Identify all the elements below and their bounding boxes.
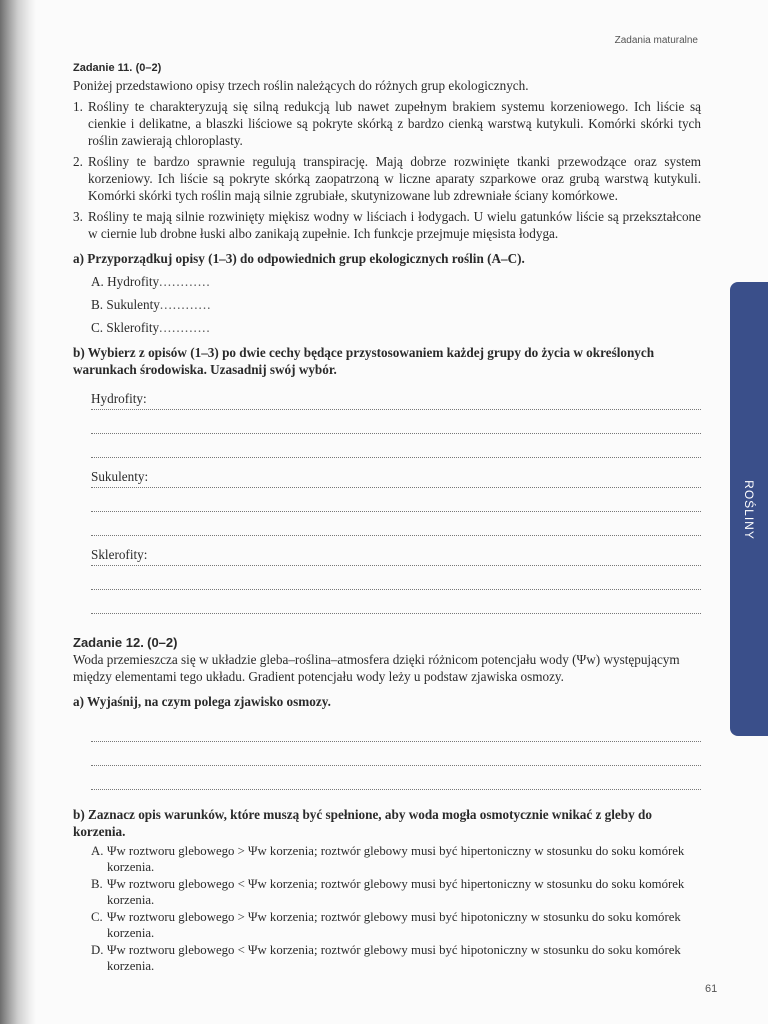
- task-12-question-a: a) Wyjaśnij, na czym polega zjawisko osmozy.: [73, 694, 331, 709]
- choice-letter: A.: [91, 844, 104, 858]
- option-label: C. Sklerofity: [91, 320, 160, 335]
- option-hydrofity: [91, 273, 701, 290]
- task-12-choices: [91, 844, 701, 974]
- choice-letter: D.: [91, 943, 104, 957]
- option-label: B. Sukulenty: [91, 297, 160, 312]
- task-12-heading: [73, 634, 701, 651]
- choice-b[interactable]: [91, 877, 701, 908]
- answer-line[interactable]: [91, 742, 701, 766]
- choice-d[interactable]: [91, 943, 701, 974]
- choice-letter: B.: [91, 877, 103, 891]
- answer-line[interactable]: [91, 386, 701, 410]
- group-label: Sukulenty:: [91, 469, 149, 484]
- task-11: [73, 58, 701, 614]
- description-text: Rośliny te bardzo sprawnie regulują transpirację. Mają dobrze rozwinięte tkanki przewodzące oraz system korzeniowy. Ich liście są pokryte skórką zaopatrzoną w liczne aparaty szparkowe oraz grubą warstwą kutykuli. Komórki skórki tych roślin mają silnie zgrubiałe, skutynizowane lub zdrewniałe ściany komórkowe.: [88, 154, 701, 203]
- option-label: A. Hydrofity: [91, 274, 160, 289]
- group-label: Hydrofity:: [91, 391, 147, 406]
- task-12-title: Zadanie 12.: [73, 635, 144, 650]
- choice-a[interactable]: [91, 844, 701, 875]
- answer-line[interactable]: [91, 718, 701, 742]
- task-11-question-b: b) Wybierz z opisów (1–3) po dwie cechy będące przystosowaniem każdej grupy do życia w określonych warunkach środowiska. Uzasadnij swój wybór.: [73, 345, 655, 377]
- choice-text: Ψw roztworu glebowego < Ψw korzenia; roztwór glebowy musi być hipotoniczny w stosunku do soku komórek korzenia.: [107, 943, 681, 973]
- choice-text: Ψw roztworu glebowego < Ψw korzenia; roztwór glebowy musi być hipertoniczny w stosunku do soku komórek korzenia.: [107, 877, 685, 907]
- choice-letter: C.: [91, 910, 103, 924]
- choice-c[interactable]: [91, 910, 701, 941]
- answer-line[interactable]: [91, 410, 701, 434]
- task-11-heading: [73, 58, 701, 77]
- task-12-intro: Woda przemieszcza się w układzie gleba–roślina–atmosfera dzięki różnicom potencjału wody (Ψw) występującym między elementami tego układu. Gradient potencjału wody leży u podstaw zjawiska osmozy.: [73, 652, 680, 684]
- task-12-a-answers: [91, 718, 701, 790]
- answer-blank[interactable]: ............: [159, 320, 211, 335]
- answer-line[interactable]: [91, 488, 701, 512]
- answer-line[interactable]: [91, 590, 701, 614]
- group-label: Sklerofity:: [91, 547, 148, 562]
- task-11-intro: Poniżej przedstawiono opisy trzech roślin należących do różnych grup ekologicznych.: [73, 78, 529, 93]
- answer-line[interactable]: [91, 464, 701, 488]
- description-item: [73, 153, 701, 204]
- description-item: [73, 98, 701, 149]
- description-number: 3.: [73, 209, 83, 224]
- task-11-question-a: a) Przyporządkuj opisy (1–3) do odpowiednich grup ekologicznych roślin (A–C).: [73, 251, 525, 266]
- option-sklerofity: [91, 319, 701, 336]
- section-tab-label: ROŚLINY: [742, 480, 756, 540]
- description-number: 2.: [73, 154, 83, 169]
- task-11-a-options: [91, 273, 701, 336]
- task-12: [73, 634, 701, 976]
- task-11-title: Zadanie 11.: [73, 62, 133, 74]
- choice-text: Ψw roztworu glebowego > Ψw korzenia; roztwór glebowy musi być hipertoniczny w stosunku do soku komórek korzenia.: [107, 844, 685, 874]
- choice-text: Ψw roztworu glebowego > Ψw korzenia; roztwór glebowy musi być hipotoniczny w stosunku do soku komórek korzenia.: [107, 910, 681, 940]
- option-sukulenty: [91, 296, 701, 313]
- answer-blank[interactable]: ............: [159, 297, 212, 312]
- answer-line[interactable]: [91, 434, 701, 458]
- page-number: 61: [705, 983, 718, 995]
- task-11-b-answers: [91, 386, 701, 614]
- answer-line[interactable]: [91, 512, 701, 536]
- description-item: [73, 208, 701, 242]
- description-text: Rośliny te charakteryzują się silną redukcją lub nawet zupełnym brakiem systemu korzeniowego. Ich liście są cienkie i delikatne, a blaszki liściowe są pokryte skórką z bardzo cienką warstwą kutykuli. Komórki skórki tych roślin zawierają chloroplasty.: [88, 99, 701, 148]
- answer-line[interactable]: [91, 766, 701, 790]
- answer-line[interactable]: [91, 566, 701, 590]
- book-spine-shadow: [0, 0, 36, 1024]
- description-text: Rośliny te mają silnie rozwinięty miękisz wodny w liściach i łodygach. U wielu gatunków liście są przekształcone w ciernie lub drobne łuski albo zanikają zupełnie. Ich funkcje przejmuje mięsista łodyga.: [88, 209, 701, 241]
- task-11-descriptions: [73, 98, 701, 242]
- task-11-points: (0–2): [135, 62, 162, 74]
- answer-blank[interactable]: ............: [159, 274, 211, 289]
- task-12-points: (0–2): [147, 635, 178, 650]
- answer-line[interactable]: [91, 542, 701, 566]
- description-number: 1.: [73, 99, 83, 114]
- running-header: Zadania maturalne: [614, 35, 698, 46]
- task-12-question-b: b) Zaznacz opis warunków, które muszą być spełnione, aby woda mogła osmotycznie wnikać z gleby do korzenia.: [73, 807, 652, 839]
